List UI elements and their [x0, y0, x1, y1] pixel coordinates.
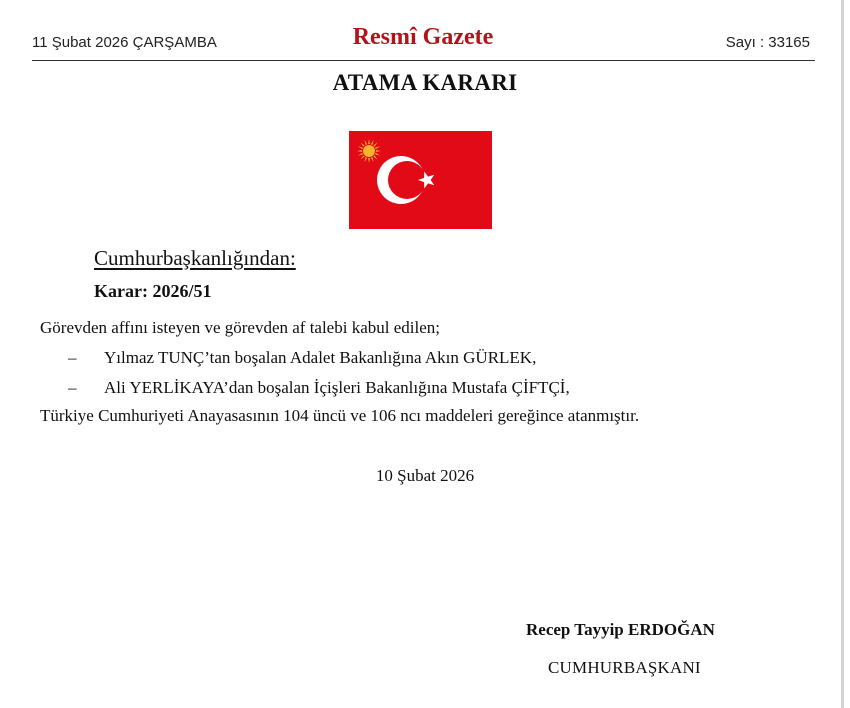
- list-item: [68, 378, 570, 398]
- intro-paragraph: Görevden affını isteyen ve görevden af talebi kabul edilen;: [40, 318, 440, 337]
- list-item: [68, 348, 536, 368]
- header-divider: [32, 60, 815, 61]
- document-title: ATAMA KARARI: [332, 70, 518, 95]
- signer-name: Recep Tayyip ERDOĞAN: [526, 620, 715, 639]
- gazette-header: [32, 26, 814, 60]
- decision-date: 10 Şubat 2026: [375, 466, 475, 485]
- decree-number: Karar: 2026/51: [94, 281, 212, 301]
- turkish-flag-icon: [349, 131, 492, 229]
- presidential-seal-icon: [357, 139, 381, 163]
- appointment-text: Yılmaz TUNÇ’tan boşalan Adalet Bakanlığına Akın GÜRLEK,: [104, 348, 537, 367]
- issue-number: Sayı : 33165: [725, 34, 810, 51]
- signer-title: CUMHURBAŞKANI: [548, 658, 701, 677]
- gazette-masthead: Resmî Gazete: [352, 24, 494, 50]
- appointment-text: Ali YERLİKAYA’dan boşalan İçişleri Bakanlığına Mustafa ÇİFTÇİ,: [104, 378, 570, 397]
- issuing-authority: Cumhurbaşkanlığından:: [94, 246, 296, 270]
- window-edge: [841, 0, 844, 708]
- closing-paragraph: Türkiye Cumhuriyeti Anayasasının 104 üncü ve 106 ncı maddeleri gereğince atanmıştır.: [40, 406, 640, 425]
- header-date: 11 Şubat 2026 ÇARŞAMBA: [32, 34, 217, 51]
- list-dash: –: [68, 348, 77, 367]
- list-dash: –: [68, 378, 77, 397]
